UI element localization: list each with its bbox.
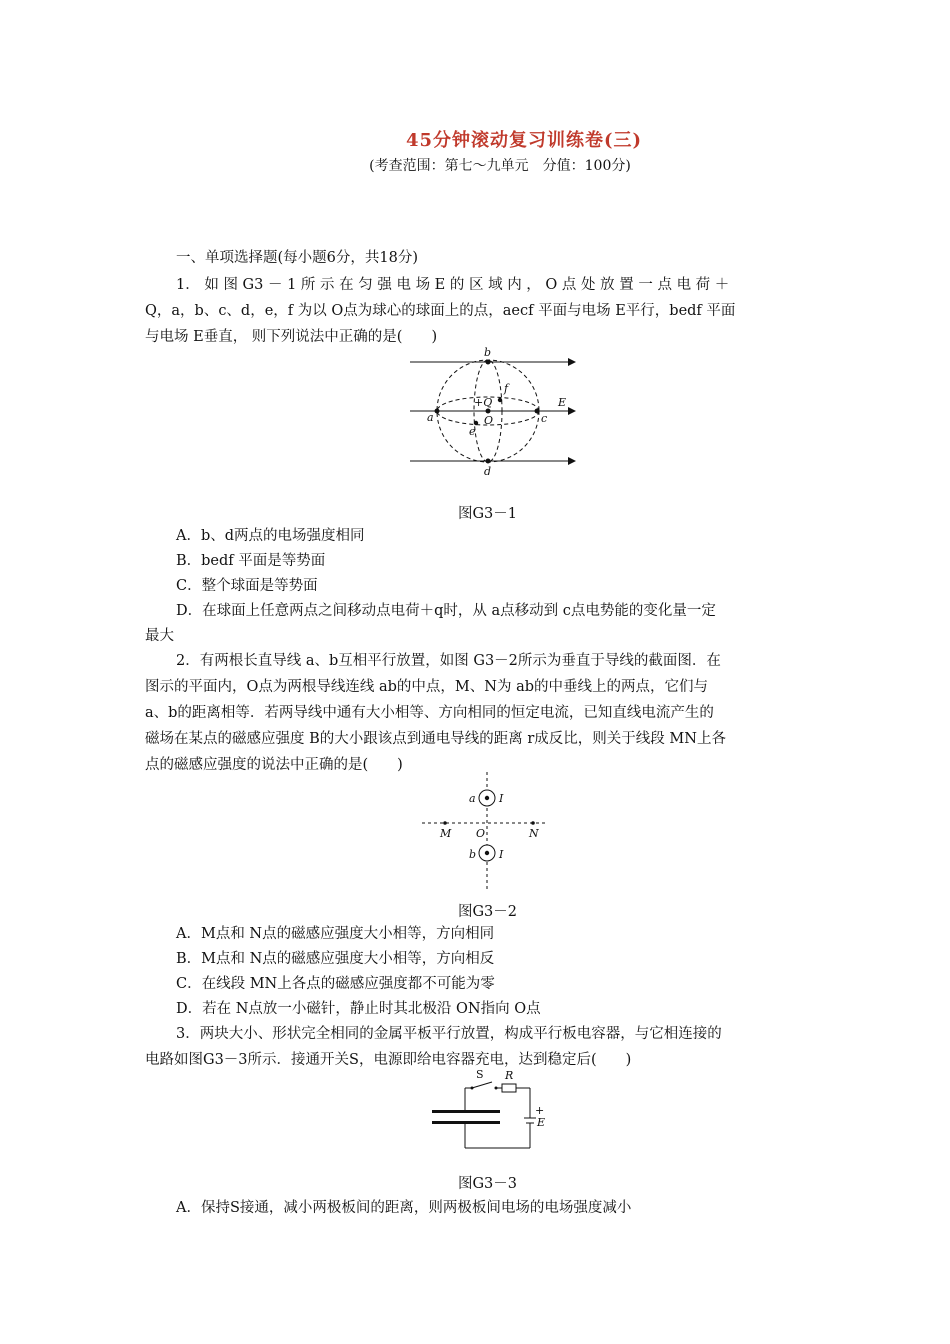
point-m xyxy=(443,821,447,825)
section-heading: 一、单项选择题(每小题6分，共18分) xyxy=(176,250,418,266)
q2-option-b: B．M点和 N点的磁感应强度大小相等，方向相反 xyxy=(176,951,495,967)
caption-g3-2: 图G3－2 xyxy=(457,904,518,920)
caption-g3-3: 图G3－3 xyxy=(457,1176,518,1192)
label-e: E xyxy=(537,1116,546,1129)
q2-line-4: 磁场在某点的磁感应强度 B的大小跟该点到通电导线的距离 r成反比，则关于线段 MN上各 xyxy=(145,731,726,747)
label-i-bottom: I xyxy=(499,848,504,861)
label-b: b xyxy=(484,346,492,359)
point-a xyxy=(435,409,440,414)
q3-line-1: 3．两块大小、形状完全相同的金属平板平行放置，构成平行板电容器，与它相连接的 xyxy=(176,1026,722,1042)
figure-g3-2 xyxy=(420,770,560,895)
page-subtitle: (考查范围：第七～九单元 分值：100分) xyxy=(369,158,631,174)
point-c xyxy=(535,409,540,414)
figure-g3-1 xyxy=(400,344,580,484)
q1-option-d: D．在球面上任意两点之间移动点电荷＋q时，从 a点移动到 c点电势能的变化量一定 xyxy=(176,603,716,619)
label-s: S xyxy=(476,1068,484,1081)
label-o: O xyxy=(476,827,486,840)
q2-line-2: 图示的平面内，O点为两根导线连线 ab的中点，M、N为 ab的中垂线上的两点，它们与 xyxy=(145,679,708,695)
q1-option-b: B．bedf 平面是等势面 xyxy=(176,553,326,569)
switch-blade xyxy=(472,1082,492,1088)
capacitor-plate-bottom xyxy=(432,1121,500,1124)
point-o xyxy=(486,409,491,414)
q1-option-c: C．整个球面是等势面 xyxy=(176,578,318,594)
page-title: 45分钟滚动复习训练卷(三) xyxy=(405,130,643,151)
point-f xyxy=(498,398,502,402)
resistor xyxy=(502,1084,516,1092)
capacitor-plate-top xyxy=(432,1110,500,1113)
q1-option-a: A．b、d两点的电场强度相同 xyxy=(176,528,365,544)
q1-line-2: Q，a，b、c、d，e，f 为以 O点为球心的球面上的点，aecf 平面与电场 E平行，bedf 平面 xyxy=(145,303,736,319)
caption-g3-1: 图G3－1 xyxy=(457,506,518,522)
label-a: a xyxy=(427,411,434,424)
q1-line-1: 1． 如 图 G3 － 1 所 示 在 匀 强 电 场 E 的 区 域 内 ， O 点 处 放 置 一 点 电 荷 ＋ xyxy=(176,277,730,293)
label-n: N xyxy=(529,827,539,840)
label-field-e: E xyxy=(558,396,567,409)
q3-option-a: A．保持S接通，减小两极板间的距离，则两极板间电场的电场强度减小 xyxy=(176,1200,632,1216)
q2-option-c: C．在线段 MN上各点的磁感应强度都不可能为零 xyxy=(176,976,495,992)
label-charge: +Q xyxy=(474,396,493,409)
q3-line-2: 电路如图G3－3所示．接通开关S，电源即给电容器充电，达到稳定后( ) xyxy=(145,1052,632,1068)
label-c: c xyxy=(541,412,548,425)
q2-option-a: A．M点和 N点的磁感应强度大小相等，方向相同 xyxy=(176,926,495,942)
label-f: f xyxy=(504,382,509,395)
q1-option-d-cont: 最大 xyxy=(145,628,174,644)
label-r: R xyxy=(505,1069,514,1082)
q2-line-3: a、b的距离相等．若两导线中通有大小相等、方向相同的恒定电流，已知直线电流产生的 xyxy=(145,705,714,721)
label-o: O xyxy=(484,414,494,427)
q1-line-3: 与电场 E垂直， 则下列说法中正确的是( ) xyxy=(145,329,438,345)
label-i-top: I xyxy=(499,792,504,805)
label-m: M xyxy=(440,827,452,840)
label-a: a xyxy=(469,792,476,805)
point-n xyxy=(531,821,535,825)
label-e: e xyxy=(469,425,476,438)
q2-line-1: 2．有两根长直导线 a、b互相平行放置，如图 G3－2所示为垂直于导线的截面图．在 xyxy=(176,653,721,669)
label-b: b xyxy=(469,848,477,861)
point-b xyxy=(486,360,491,365)
q2-option-d: D．若在 N点放一小磁针，静止时其北极沿 ON指向 O点 xyxy=(176,1001,541,1017)
figure-g3-3 xyxy=(420,1068,570,1158)
label-d: d xyxy=(484,465,492,478)
q2-line-5: 点的磁感应强度的说法中正确的是( ) xyxy=(145,757,403,773)
point-d xyxy=(486,459,491,464)
label-plus: + xyxy=(535,1104,545,1117)
